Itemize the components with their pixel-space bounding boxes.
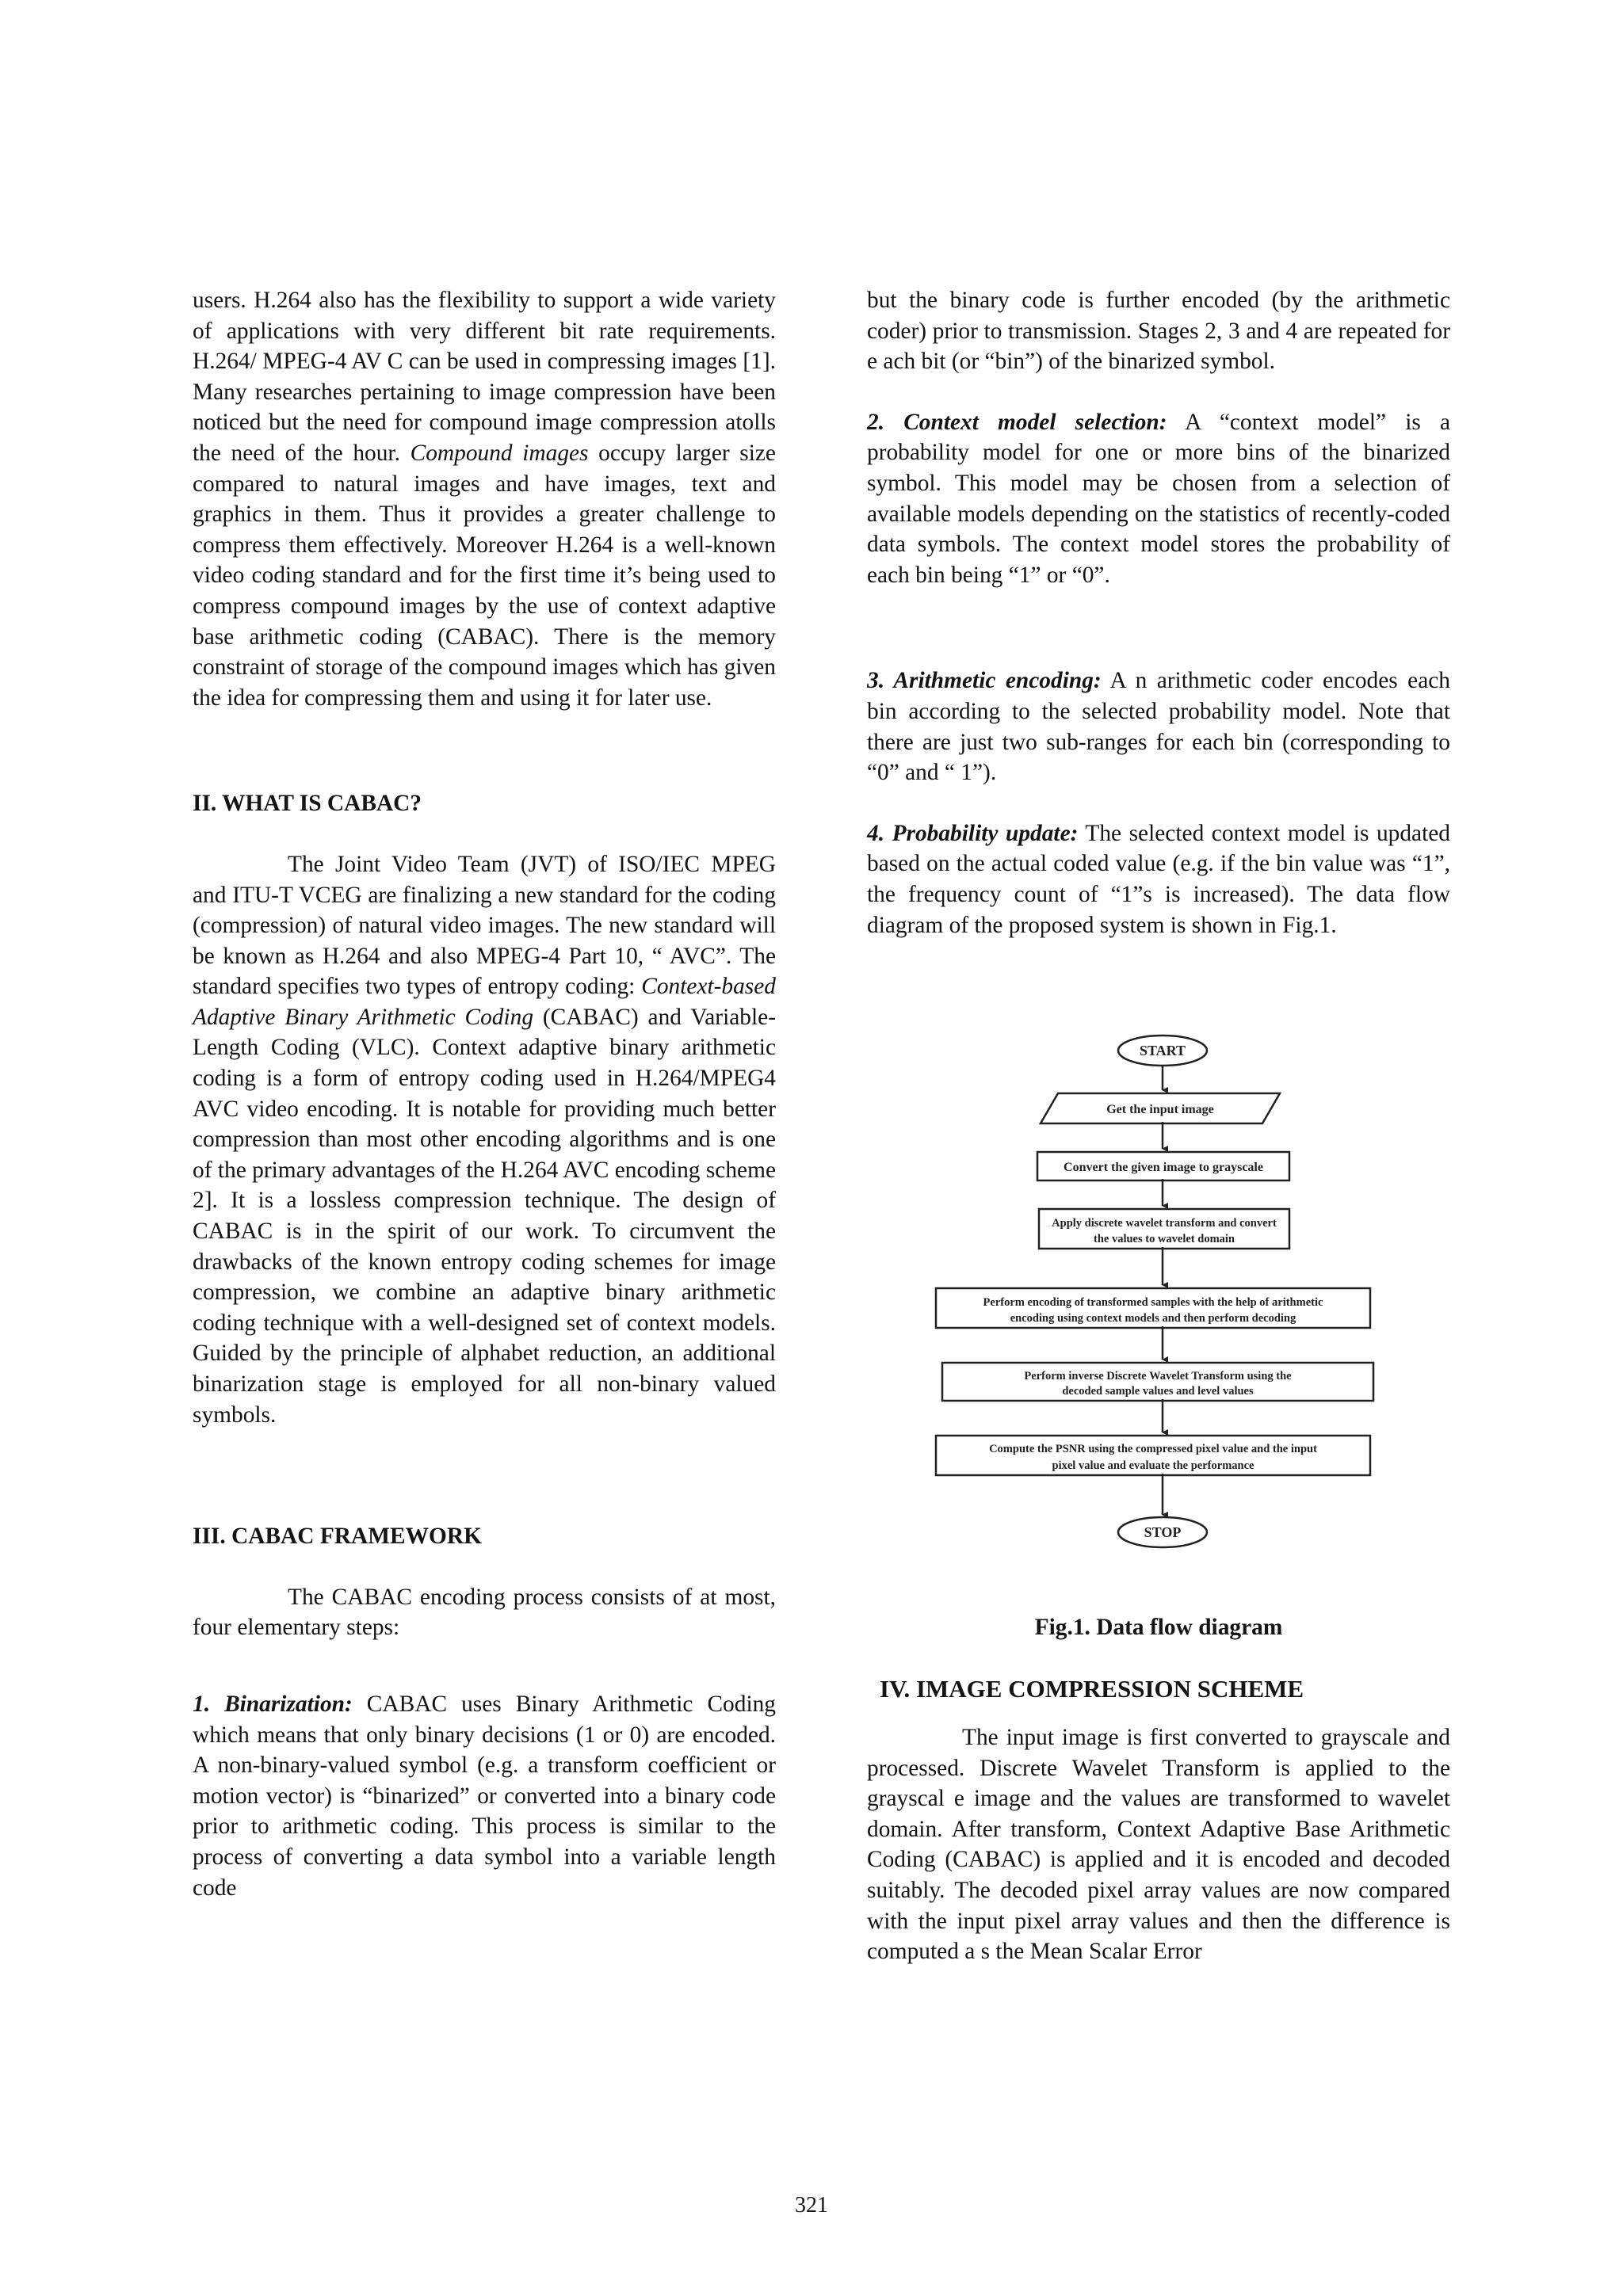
psnr-label-2: pixel value and evaluate the performance	[1052, 1459, 1254, 1472]
right-column	[867, 285, 1450, 940]
sec2-text-b: (CABAC) and Variable-Length Coding (VLC). Context adaptive binary arithmetic coding is a form of entropy coding used in H.264/MPEG4 AVC video encoding. It is notable for providing much better compression than most other encoding algorithms and is one of the primary advantages of the H.264 AVC encoding scheme 2]. It is a lossless compression technique. The design of CABAC is in the spirit of our work. To circumvent the drawbacks of the known entropy coding schemes for image compression, we combine an adaptive binary arithmetic coding technique with a well-designed set of context models. Guided by the principle of alphabet reduction, an additional binarization stage is employed for all non-binary valued symbols.	[193, 1004, 776, 1428]
figure-caption: Fig.1. Data flow diagram	[1034, 1615, 1283, 1640]
psnr-label-1: Compute the PSNR using the compressed pixel value and the input	[989, 1443, 1317, 1455]
intro-text-a: users. H.264 also has the flexibility to support a wide variety of applications with very different bit rate requirements. H.264/ MPEG-4 AV C can be used in compressing images [1]. Many researches pertaining to image compression have been noticed but the need for compound image compression atolls the need of the hour.	[193, 288, 776, 466]
intro-text-b: occupy larger size compared to natural images and have images, text and graphics in them. Thus it provides a greater challenge to compress them effectively. Moreover H.264 is a well-known video coding standard and for the first time it’s being used to compress compound images by the use of context adaptive base arithmetic coding (CABAC). There is the memory constraint of storage of the compound images which has given the idea for compressing them and using it for later use.	[193, 440, 776, 711]
intro-emphasis: Compound images	[410, 440, 589, 466]
binarization-continued: but the binary code is further encoded (by the arithmetic coder) prior to transmission. Stages 2, 3 and 4 are repeated for e ach bit (or “bin”) of the binarized symbol.	[867, 288, 1450, 375]
section-4-paragraph: The input image is first converted to grayscale and processed. Discrete Wavelet Transform is applied to the grayscal e image and the values are transformed to wavelet domain. After transform, Context Adaptive Base Arithmetic Coding (CABAC) is applied and it is encoded and decoded suitably. The decoded pixel array values are now compared with the input pixel array values and then the difference is computed a s the Mean Scalar Error	[867, 1725, 1450, 1965]
step-1-paragraph	[193, 1689, 776, 1903]
section-2-heading: II. WHAT IS CABAC?	[193, 791, 422, 817]
step-2-paragraph	[867, 407, 1450, 591]
intro-paragraph	[193, 285, 776, 713]
step-3-paragraph	[867, 666, 1450, 788]
step-1-text: CABAC uses Binary Arithmetic Coding which means that only binary decisions (1 or 0) are encoded. A non-binary-valued symbol (e.g. a transform coefficient or motion vector) is “binarized” or converted into a binary code prior to arithmetic coding. This process is similar to the process of converting a data symbol into a variable length code	[193, 1691, 776, 1901]
idwt-label-1: Perform inverse Discrete Wavelet Transform using the	[1024, 1370, 1292, 1383]
encoding-label-2: encoding using context models and then perform decoding	[1010, 1312, 1296, 1325]
step-2-label: 2. Context model selection:	[867, 409, 1167, 435]
step-4-label: 4. Probability update:	[867, 820, 1079, 846]
dwt-label-1: Apply discrete wavelet transform and convert	[1052, 1217, 1277, 1230]
section-3-heading: III. CABAC FRAMEWORK	[193, 1524, 482, 1550]
step-1-label: 1. Binarization:	[193, 1691, 353, 1717]
section-2-paragraph	[193, 849, 776, 1430]
section-3-paragraph: The CABAC encoding process consists of at most, four elementary steps:	[193, 1584, 776, 1641]
step-3-text: A n arithmetic coder encodes each bin according to the selected probability model. Note that there are just two sub-ranges for each bin (corresponding to “0” and “ 1”).	[867, 668, 1450, 786]
sec2-emphasis: Context-based Adaptive Binary Arithmetic Coding	[193, 974, 776, 1030]
sec2-text-a: The Joint Video Team (JVT) of ISO/IEC MPEG and ITU-T VCEG are finalizing a new standard for the coding (compression) of natural video images. The new standard will be known as H.264 and also MPEG-4 Part 10, “ AVC”. The standard specifies two types of entropy coding:	[193, 851, 776, 1000]
dwt-label-2: the values to wavelet domain	[1093, 1233, 1235, 1245]
page-number: 321	[795, 2193, 828, 2218]
grayscale-label: Convert the given image to grayscale	[1064, 1161, 1263, 1174]
flowchart-svg	[931, 1030, 1375, 1569]
data-flow-diagram	[931, 1030, 1375, 1569]
step-3-label: 3. Arithmetic encoding:	[867, 668, 1102, 694]
input-label: Get the input image	[1106, 1103, 1214, 1116]
stop-label: STOP	[1144, 1524, 1182, 1540]
start-label: START	[1139, 1043, 1186, 1058]
section-4-body	[867, 1722, 1450, 1967]
step-4-text: The selected context model is updated based on the actual coded value (e.g. if the bin value was “1”, the frequency count of “1”s is increased). The data flow diagram of the proposed system is shown in Fig.1.	[867, 820, 1450, 938]
encoding-label-1: Perform encoding of transformed samples with the help of arithmetic	[983, 1296, 1323, 1309]
step-2-text: A “context model” is a probability model for one or more bins of the binarized symbol. This model may be chosen from a selection of available models depending on the statistics of recently-coded data symbols. The context model stores the probability of each bin being “1” or “0”.	[867, 409, 1450, 588]
section-4-heading: IV. IMAGE COMPRESSION SCHEME	[880, 1675, 1304, 1703]
left-column	[193, 285, 776, 1903]
step-4-paragraph	[867, 818, 1450, 940]
idwt-label-2: decoded sample values and level values	[1062, 1385, 1254, 1398]
